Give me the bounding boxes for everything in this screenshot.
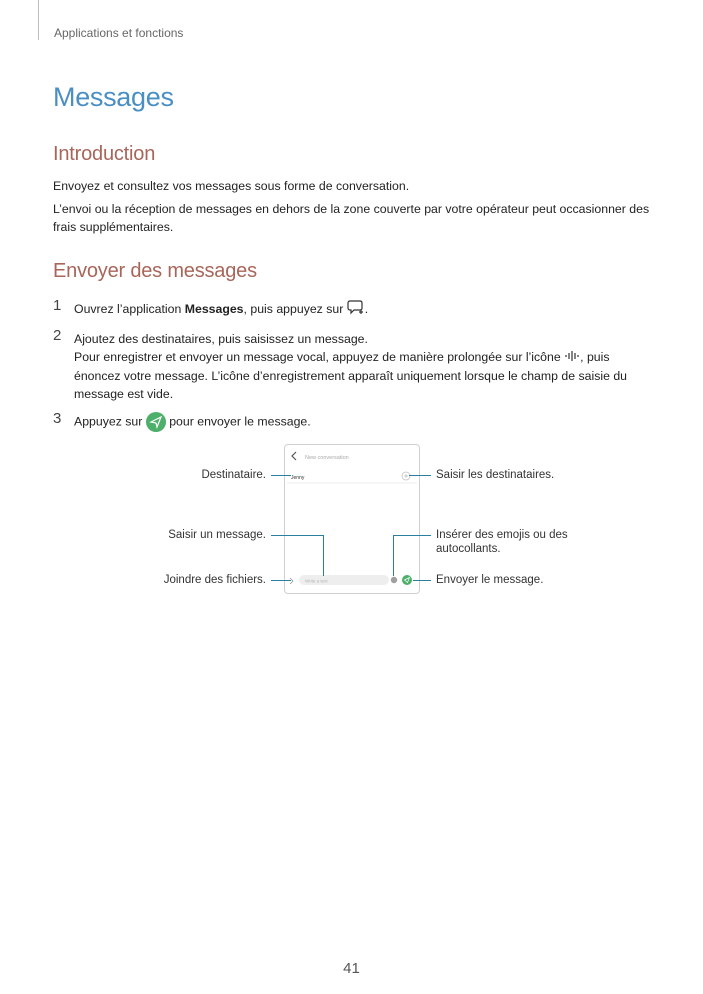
callout-emojis: Insérer des emojis ou des autocollants. [436, 529, 568, 555]
voice-record-icon [564, 349, 580, 367]
step-1-number: 1 [53, 297, 62, 314]
step-1-text-after: , puis appuyez sur [243, 301, 347, 316]
callout-line-message-v [323, 535, 324, 576]
attach-icon [290, 578, 293, 584]
callout-line-enter-recipients [409, 475, 431, 476]
step-3-text-before: Appuyez sur [74, 414, 146, 429]
step-3-number: 3 [53, 410, 62, 427]
callout-line-emoji-h [393, 535, 431, 536]
phone-screenshot [284, 444, 420, 594]
callout-line-recipient [271, 475, 291, 476]
intro-paragraph-1: Envoyez et consultez vos messages sous forme de conversation. [53, 179, 410, 193]
callout-enter-recipients: Saisir les destinataires. [436, 469, 555, 481]
step-2-note-before: Pour enregistrer et envoyer un message vocal, appuyez de manière prolongée sur l’icône [74, 350, 565, 364]
back-arrow-icon [292, 452, 296, 460]
intro-paragraph-2: L’envoi ou la réception de messages en dehors de la zone couverte par votre opérateur peut occasionner des frais supplémentaires. [53, 202, 650, 234]
send-icon [146, 412, 166, 432]
emoji-icon [391, 577, 397, 583]
step-2-note-after: , puis énoncez votre message. L’icône d’enregistrement apparaît uniquement lorsque le champ de saisie du message est vide. [74, 350, 628, 401]
screen-message-placeholder: Write a text [305, 578, 328, 584]
page-title: Messages [53, 82, 174, 112]
callout-recipient: Destinataire. [201, 469, 266, 481]
step-1-text-before: Ouvrez l’application [74, 301, 185, 316]
step-2-note [74, 348, 654, 403]
step-2-line-1: Ajoutez des destinataires, puis saisissez un message. [74, 332, 368, 346]
page-number: 41 [343, 960, 360, 977]
phone-screen [285, 445, 419, 593]
compose-icon [347, 299, 365, 320]
step-1-period: . [364, 301, 369, 316]
callout-line-emoji-v [393, 535, 394, 576]
callout-attach: Joindre des fichiers. [163, 574, 266, 586]
screen-header-title: New conversation [305, 455, 349, 461]
callout-enter-message: Saisir un message. [168, 529, 266, 541]
section-title-send-messages: Envoyer des messages [53, 260, 257, 282]
step-3-text-after: pour envoyer le message. [165, 414, 311, 429]
running-head: Applications et fonctions [54, 26, 184, 40]
step-3-text [74, 412, 654, 432]
section-title-introduction: Introduction [53, 143, 156, 165]
callout-line-message-h [271, 535, 324, 536]
header-rule [38, 0, 39, 40]
callout-send: Envoyer le message. [436, 574, 544, 586]
step-1-text [74, 299, 654, 320]
step-1-app-name: Messages [184, 301, 244, 316]
screen-recipient: Jenny [291, 475, 305, 481]
callout-line-send [413, 580, 431, 581]
step-2-number: 2 [53, 327, 62, 344]
screen-send-button [402, 575, 412, 585]
callout-line-attach [271, 580, 291, 581]
